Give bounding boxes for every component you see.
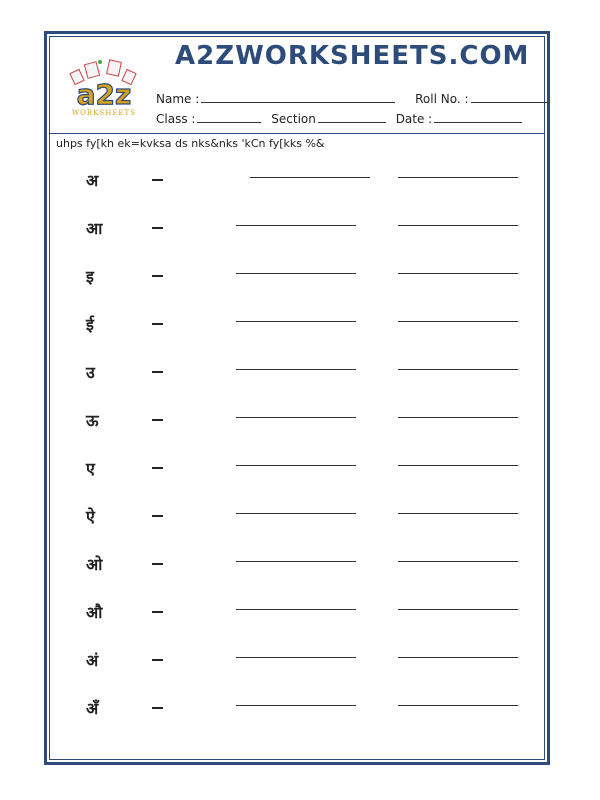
brand-title: A2ZWORKSHEETS.COM bbox=[175, 41, 530, 71]
logo-letters: a2z bbox=[76, 78, 132, 111]
answer-line-1[interactable] bbox=[236, 321, 356, 322]
vowel-letter: अं bbox=[86, 651, 99, 670]
vowel-letter: ई bbox=[86, 315, 94, 334]
list-item bbox=[50, 649, 544, 679]
answer-line-2[interactable] bbox=[398, 513, 518, 514]
answer-line-2[interactable] bbox=[398, 273, 518, 274]
a2z-logo bbox=[64, 59, 144, 119]
answer-line-2[interactable] bbox=[398, 417, 518, 418]
vowel-letter: औ bbox=[86, 603, 103, 622]
worksheet-inner-border bbox=[49, 36, 545, 760]
form-row-name-roll bbox=[156, 91, 549, 106]
form-row-class-section-date bbox=[156, 111, 522, 126]
list-item bbox=[50, 217, 544, 247]
dash-mark bbox=[152, 227, 163, 229]
class-label: Class : bbox=[156, 112, 196, 126]
section-field[interactable] bbox=[318, 111, 386, 123]
roll-label: Roll No. : bbox=[415, 92, 469, 106]
section-label: Section bbox=[271, 112, 316, 126]
vowel-letter: ऐ bbox=[86, 507, 95, 526]
dash-mark bbox=[152, 323, 163, 325]
date-field[interactable] bbox=[434, 111, 522, 123]
name-field[interactable] bbox=[201, 91, 395, 103]
answer-line-2[interactable] bbox=[398, 657, 518, 658]
dash-mark bbox=[152, 275, 163, 277]
date-label: Date : bbox=[395, 112, 433, 126]
answer-line-1[interactable] bbox=[236, 417, 356, 418]
vowel-letter: उ bbox=[86, 363, 95, 382]
list-item bbox=[50, 265, 544, 295]
name-label: Name : bbox=[156, 92, 200, 106]
dash-mark bbox=[152, 371, 163, 373]
answer-line-2[interactable] bbox=[398, 369, 518, 370]
vowel-letter: ए bbox=[86, 459, 95, 478]
dash-mark bbox=[152, 611, 163, 613]
answer-line-2[interactable] bbox=[398, 321, 518, 322]
answer-line-1[interactable] bbox=[236, 513, 356, 514]
answer-line-2[interactable] bbox=[398, 561, 518, 562]
answer-line-1[interactable] bbox=[236, 225, 356, 226]
list-item bbox=[50, 169, 544, 199]
list-item bbox=[50, 409, 544, 439]
answer-line-1[interactable] bbox=[236, 369, 356, 370]
list-item bbox=[50, 505, 544, 535]
answer-line-1[interactable] bbox=[236, 561, 356, 562]
answer-line-1[interactable] bbox=[236, 273, 356, 274]
answer-line-2[interactable] bbox=[398, 609, 518, 610]
dash-mark bbox=[152, 659, 163, 661]
dash-mark bbox=[152, 515, 163, 517]
dash-mark bbox=[152, 419, 163, 421]
list-item bbox=[50, 601, 544, 631]
answer-line-1[interactable] bbox=[236, 657, 356, 658]
answer-line-2[interactable] bbox=[398, 465, 518, 466]
a2z-logo-icon bbox=[64, 59, 144, 119]
worksheet-frame bbox=[44, 31, 550, 765]
answer-line-1[interactable] bbox=[250, 177, 370, 178]
vowel-letter: ओ bbox=[86, 555, 103, 574]
logo-tagline: WORKSHEETS bbox=[71, 109, 137, 117]
answer-line-2[interactable] bbox=[398, 177, 518, 178]
list-item bbox=[50, 361, 544, 391]
vowel-letter: इ bbox=[86, 267, 94, 286]
vowel-letter: ऊ bbox=[86, 411, 99, 430]
list-item bbox=[50, 697, 544, 727]
dash-mark bbox=[152, 467, 163, 469]
list-item bbox=[50, 313, 544, 343]
answer-line-2[interactable] bbox=[398, 705, 518, 706]
vowel-letter: अँ bbox=[86, 699, 99, 718]
answer-line-1[interactable] bbox=[236, 465, 356, 466]
dash-mark bbox=[152, 563, 163, 565]
worksheet-header bbox=[50, 37, 544, 134]
dash-mark bbox=[152, 707, 163, 709]
answer-line-1[interactable] bbox=[236, 705, 356, 706]
list-item bbox=[50, 553, 544, 583]
answer-line-1[interactable] bbox=[236, 609, 356, 610]
roll-field[interactable] bbox=[471, 91, 549, 103]
class-field[interactable] bbox=[197, 111, 261, 123]
vowel-letter: अ bbox=[86, 171, 99, 190]
list-item bbox=[50, 457, 544, 487]
dash-mark bbox=[152, 179, 163, 181]
instruction-text: uhps fy[kh ek=kvksa ds nks&nks 'kCn fy[kks %& bbox=[56, 137, 325, 150]
vowel-letter: आ bbox=[86, 219, 103, 238]
answer-line-2[interactable] bbox=[398, 225, 518, 226]
